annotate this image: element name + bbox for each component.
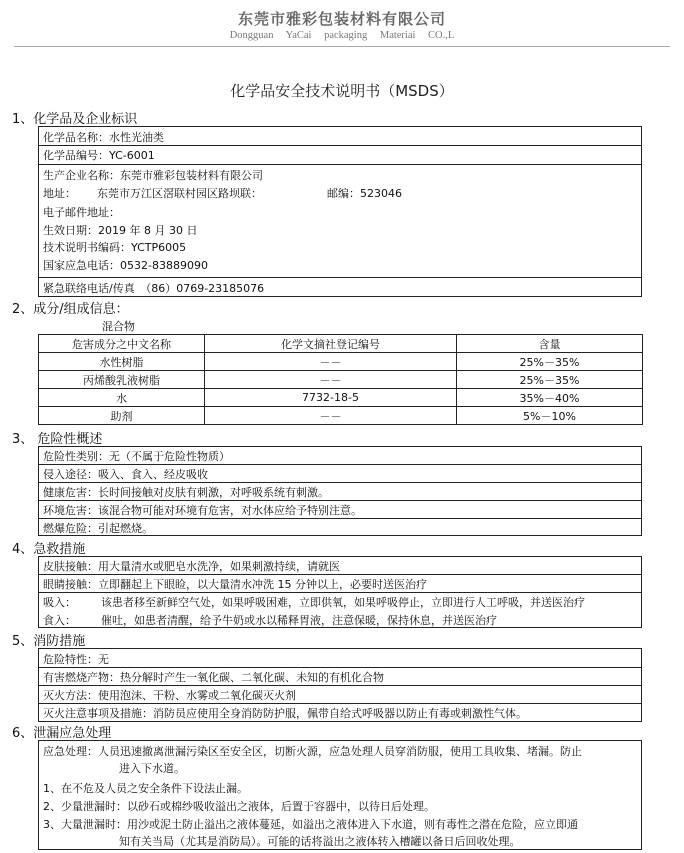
table-row [39,389,643,407]
table-cell: 助剂 [39,407,205,425]
manufacturer: 生产企业名称：东莞市雅彩包装材料有限公司 [43,169,263,182]
inhalation-label: 吸入： [43,596,76,609]
entry-route: 侵入途径：吸入、食入、经皮吸收 [43,468,208,481]
divider [39,574,641,575]
section-4-box [38,556,642,628]
table-header-row [39,335,643,353]
ingestion-text: 催吐，如患者清醒，给予牛奶或水以稀释胃液，注意保暖，保持休息，并送医治疗 [101,614,497,627]
emergency-contact: 紧急联络电话/传真 （86）0769-23185076 [43,282,265,295]
fire-hazard-property: 危险特性：无 [43,653,109,666]
firefighting-notes: 灭火注意事项及措施：消防员应使用全身消防防护服，佩带自给式呼吸器以防止有毒或刺激性气体。 [43,707,527,720]
environment-hazard: 环境危害：该混合物可能对环境有危害，对水体应给予特别注意。 [43,504,362,517]
section-6-title: 6、泄漏应急处理 [12,726,112,741]
health-hazard: 健康危害：长时间接触对皮肤有刺激，对呼吸系统有刺激。 [43,486,329,499]
column-header: 化学文摘社登记编号 [205,335,457,353]
table-cell: 水 [39,389,205,407]
divider [39,277,641,278]
divider [39,703,641,704]
leak-item-2: 2、少量泄漏时：以砂石或棉纱吸收溢出之液体，后置于容器中，以待日后处理。 [43,800,435,813]
table-cell: －－ [205,407,457,425]
section-5-title: 5、消防措施 [12,634,86,649]
table-cell: 25%－35% [457,371,643,389]
header-divider [14,46,670,47]
table-cell: 35%－40% [457,389,643,407]
hazard-class: 危险性类别：无（不属于危险性物质） [43,450,230,463]
table-cell: －－ [205,353,457,371]
divider [39,500,641,501]
ingestion-label: 食入： [43,614,76,627]
postcode: 邮编：523046 [327,187,402,200]
divider [39,518,641,519]
emergency-phone: 国家应急电话：0532-83889090 [43,259,208,272]
company-name-en: Dongguan YaCai packaging Materiai CO.,L [229,30,455,41]
table-cell: －－ [205,371,457,389]
inhalation-text: 该患者移至新鲜空气处，如果呼吸困难，立即供氧，如果呼吸停止，立即进行人工呼吸，并送医治疗 [101,596,585,609]
column-header: 危害成分之中文名称 [39,335,205,353]
email: 电子邮件地址： [43,206,120,219]
eye-contact: 眼睛接触：立即翻起上下眼睑，以大量清水冲洗 15 分钟以上，必要时送医治疗 [43,578,427,591]
product-name: 化学品名称：水性光油类 [43,131,164,144]
divider [39,464,641,465]
section-1-box [38,126,642,297]
section-6-box [38,740,642,850]
extinguishing-method: 灭火方法：使用泡沫、干粉、水雾或二氧化碳灭火剂 [43,689,296,702]
column-header: 含量 [457,335,643,353]
table-cell: 5%－10% [457,407,643,425]
emergency-measures-cont: 进入下水道。 [119,762,185,775]
table-cell: 25%－35% [457,353,643,371]
product-code: 化学品编号：YC-6001 [43,149,155,162]
divider [39,685,641,686]
leak-item-3: 3、大量泄漏时：用沙或泥土防止溢出之液体蔓延，如溢出之液体进入下水道，则有毒性之潜在危险，应立即通 [43,818,578,831]
leak-item-3-cont: 知有关当局（尤其是消防局）。可能的话将溢出之液体转入槽罐以备日后回收处理。 [119,835,521,848]
mixture-label: 混合物 [102,320,135,333]
combustion-products: 有害燃烧产物：热分解时产生一氧化碳、二氧化碳、未知的有机化合物 [43,671,384,684]
divider [39,482,641,483]
table-cell: 水性树脂 [39,353,205,371]
table-cell: 丙烯酸乳液树脂 [39,371,205,389]
fire-hazard: 燃爆危险：引起燃烧。 [43,522,153,535]
spec-code: 技术说明书编码：YCTP6005 [43,241,187,254]
section-3-box [38,446,642,536]
divider [39,164,641,165]
section-1-title: 1、化学品及企业标识 [12,112,138,127]
divider [39,592,641,593]
section-2-title: 2、成分/组成信息： [12,302,129,317]
composition-table [38,334,643,425]
section-4-title: 4、急救措施 [12,542,86,557]
company-name-cn: 东莞市雅彩包装材料有限公司 [237,10,446,28]
effective-date: 生效日期：2019 年 8 月 30 日 [43,224,198,237]
emergency-measures: 应急处理：人员迅速撤离泄漏污染区至安全区，切断火源，应急处理人员穿消防服，使用工具收集、堵漏。防止 [43,745,582,758]
address-value: 东莞市万江区滘联村园区路坝联： [97,187,262,200]
skin-contact: 皮肤接触：用大量清水或肥皂水洗净，如果刺激持续，请就医 [43,560,340,573]
divider [39,667,641,668]
table-row [39,353,643,371]
divider [39,145,641,146]
section-3-title: 3、 危险性概述 [12,432,103,447]
document-title: 化学品安全技术说明书（MSDS） [230,82,454,100]
section-5-box [38,648,642,722]
table-row [39,407,643,425]
leak-item-1: 1、在不危及人员之安全条件下设法止漏。 [43,782,248,795]
address-label: 地址： [43,187,76,200]
table-cell: 7732-18-5 [205,389,457,407]
table-row [39,371,643,389]
